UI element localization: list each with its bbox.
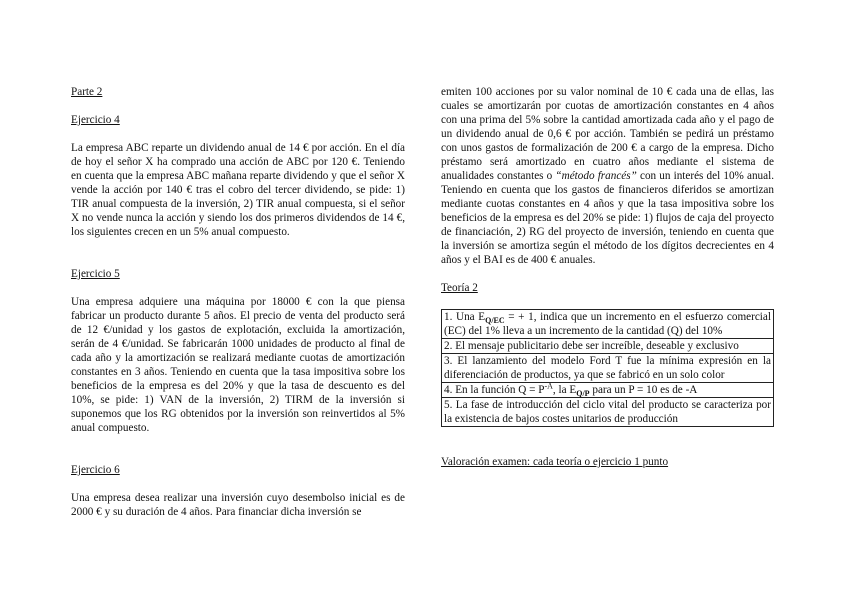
theory-row <box>442 339 774 354</box>
elasticity-subscript: Q/P <box>576 389 590 399</box>
exercise-6-continuation <box>441 85 774 267</box>
theory-table <box>441 309 774 427</box>
theory-row <box>442 383 774 398</box>
theory-title: Teoría 2 <box>441 282 478 294</box>
exercise-6-cont-after: con un interés del 10% anual. Teniendo en cuenta que los gastos de financieros diferidos se amortizan mediante cuotas constantes en 4 años y que la tasa impositiva sobre los beneficios de la empresa es del 20% se pide: 1) flujos de caja del proyecto de financiación, 2) RG del proyecto de inversión, teniendo en cuenta que la inversión se amortiza según el método de los dígitos decrecientes en 4 años y el BAI es de 400 € anuales. <box>441 170 775 266</box>
theory-row <box>442 398 774 427</box>
theory-row <box>442 354 774 383</box>
theory-item-3: 3. El lanzamiento del modelo Ford T fue la mínima expresión en la diferenciación de productos, ya que se fabricó en un solo color <box>442 354 774 383</box>
theory-item-5: 5. La fase de introducción del ciclo vital del producto se caracteriza por la existencia de bajos costes unitarios de producción <box>442 398 774 427</box>
theory-item-4: 4. En la función $Q = P^{-A}$, la $E_{Q/P}$ para un P = 10 es de -A <box>442 383 774 398</box>
metodo-frances: “método francés” <box>555 170 637 182</box>
elasticity-subscript: Q/EC <box>485 316 505 326</box>
exercise-6-text: Una empresa desea realizar una inversión cuyo desembolso inicial es de 2000 € y su duración de 4 años. Para financiar dicha inversión se <box>71 492 405 518</box>
part-title: Parte 2 <box>71 86 103 98</box>
theory-item-1: 1. Una $E_{Q/EC}$ = + 1, indica que un incremento en el esfuerzo comercial (EC) del 1% lleva a un incremento de la cantidad (Q) del 10% <box>442 310 774 339</box>
grading-note: Valoración examen: cada teoría o ejercicio 1 punto <box>441 456 669 468</box>
theory-item-2: 2. El mensaje publicitario debe ser increíble, deseable y exclusivo <box>442 339 774 354</box>
theory-row <box>442 310 774 339</box>
exponent: -A <box>544 381 553 391</box>
exercise-4-text: La empresa ABC reparte un dividendo anual de 14 € por acción. En el día de hoy el señor X ha comprado una acción de ABC por 120 €. Teniendo en cuenta que la empresa ABC mañana reparte dividendo y que el señor X vende la acción por 140 € tras el cobro del tercer dividendo, se pide: 1) TIR anual compuesta de la inversión, 2) TIR anual compuesta, si el señor X no vende nunca la acción y siendo los dos primeros dividendos de 14 €, los siguientes crecen en un 5% anual compuesto. <box>71 142 405 238</box>
exercise-4-title: Ejercicio 4 <box>71 114 120 126</box>
exercise-6-title: Ejercicio 6 <box>71 464 120 476</box>
exercise-6-cont-before: emiten 100 acciones por su valor nominal de 10 € cada una de ellas, las cuales se amortizarán por cuotas de amortización constantes en 4 años con una prima del 5% sobre la cantidad amortizada cada año y el pago de un dividendo anual de 0,6 € por acción. También se pedirá un préstamo con unos gastos de formalización de 200 € a cargo de la empresa. Dicho préstamo será amortizado en cuatro años mediante el sistema de anualidades constantes o <box>441 86 774 182</box>
exercise-5-text: Una empresa adquiere una máquina por 18000 € con la que piensa fabricar un producto durante 5 años. El precio de venta del producto será de 12 €/unidad y los gastos de explotación, excluida la amortización, serán de 4 €/unidad. Se fabricarán 1000 unidades de producto al final de cada año y la amortización se realizará mediante cuotas de amortización constantes en 3 años. Teniendo en cuenta que la tasa impositiva sobre los beneficios de la empresa es del 20% y que la tasa de descuento es del 10%, se pide: 1) VAN de la inversión, 2) TIRM de la inversión si suponemos que los RG obtenidos por la inversión son reinvertidos al 5% anual compuesto. <box>71 296 405 434</box>
exercise-5-title: Ejercicio 5 <box>71 268 120 280</box>
right-column <box>441 85 774 469</box>
left-column <box>71 85 405 519</box>
